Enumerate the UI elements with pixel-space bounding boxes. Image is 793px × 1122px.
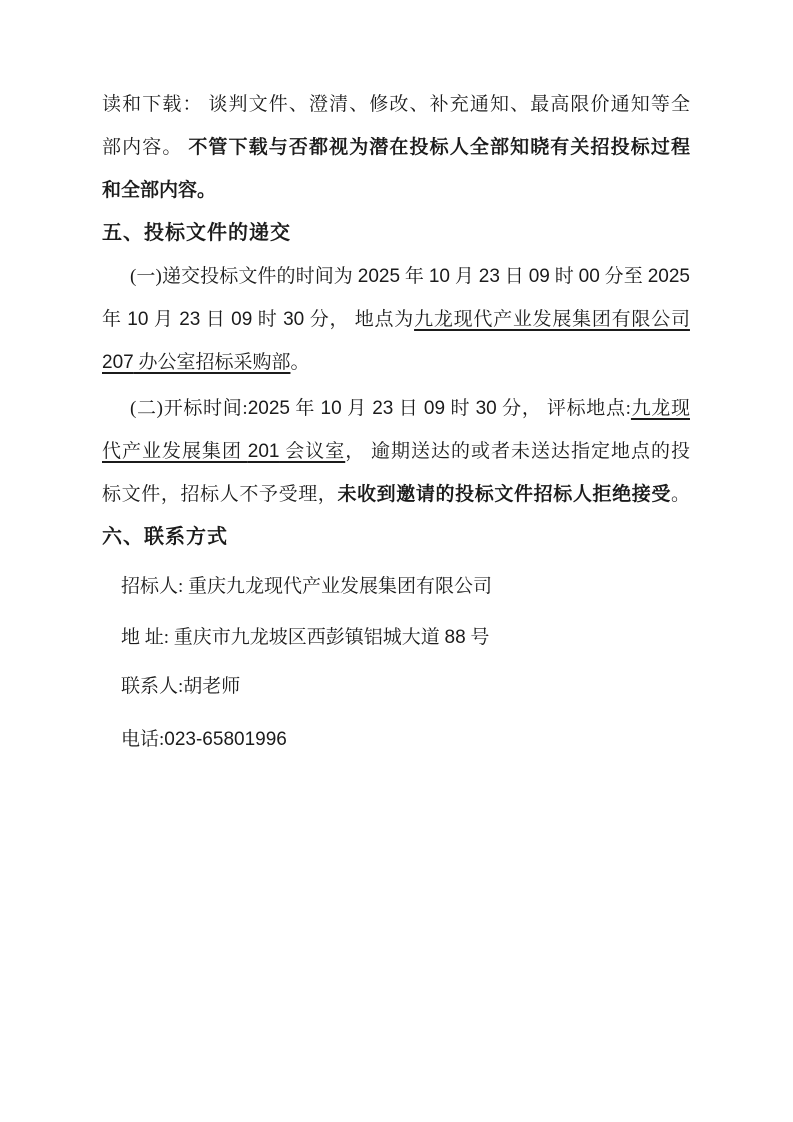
text-run: 年 10 月 23 日 09 时 30 分， 地点为 xyxy=(102,309,415,330)
body-line-download-3 xyxy=(102,169,690,212)
numeric-text: 2025 xyxy=(357,266,401,287)
numeric-text: 207 xyxy=(102,352,134,373)
text-run: 标文件，招标人不予受理， xyxy=(102,484,338,505)
section-heading-five-submission xyxy=(102,212,690,255)
numeric-text: 30 xyxy=(283,309,305,330)
text-run: (一)递交投标文件的时间为 2025 年 10 月 23 日 09 时 00 分至 2025 xyxy=(130,266,690,287)
body-line-download-1 xyxy=(102,83,690,126)
numeric-text: 23 xyxy=(179,309,201,330)
text-run: 地 址: 重庆市九龙坡区西彭镇铝城大道 88 号 xyxy=(121,627,490,648)
numeric-text: 10 xyxy=(320,398,342,419)
underlined-text-run: 九龙现 xyxy=(630,398,690,419)
body-line-submission-3 xyxy=(102,341,690,384)
numeric-text: 23 xyxy=(478,266,500,287)
text-run: (二)开标时间:2025 年 10 月 23 日 09 时 30 分， 评标地点: xyxy=(130,398,631,419)
text-run: 电话:023-65801996 xyxy=(121,729,287,750)
text-run: 部内容。 xyxy=(102,137,189,158)
bold-text-run: 不管下载与否都视为潜在投标人全部知晓有关招投标过程 xyxy=(188,137,690,158)
bold-text-run: 和全部内容。 xyxy=(102,180,217,201)
contact-bidder-line xyxy=(102,565,690,608)
numeric-text: 23 xyxy=(372,398,394,419)
numeric-text: 2025 xyxy=(647,266,690,287)
text-run: 。 xyxy=(290,352,310,373)
body-line-opening-3 xyxy=(102,473,690,516)
underlined-text-run: 代产业发展集团 201 会议室 xyxy=(102,441,346,462)
contact-address-line xyxy=(102,616,690,659)
bold-text-run: 五、投标文件的递交 xyxy=(102,222,291,244)
body-line-opening-1 xyxy=(102,387,690,430)
bold-text-run: 六、联系方式 xyxy=(102,526,228,548)
body-line-submission-2 xyxy=(102,298,690,341)
contact-phone-line xyxy=(102,718,690,761)
text-run: 读和下载： 谈判文件、澄清、修改、补充通知、最高限价通知等全 xyxy=(102,94,690,115)
text-run: ， 逾期送达的或者未送达指定地点的投 xyxy=(345,441,690,462)
text-run: 招标人: 重庆九龙现代产业发展集团有限公司 xyxy=(121,576,493,597)
numeric-text: 00 xyxy=(578,266,600,287)
numeric-text: 09 xyxy=(528,266,550,287)
underlined-text-run: 九龙现代产业发展集团有限公司 xyxy=(414,309,690,330)
numeric-text: 201 xyxy=(247,441,280,462)
numeric-text: 10 xyxy=(428,266,450,287)
text-run: 。 xyxy=(670,484,690,505)
underlined-text-run: 207 办公室招标采购部 xyxy=(102,352,291,373)
numeric-text: 88 xyxy=(444,627,466,648)
body-line-download-2 xyxy=(102,126,690,169)
section-heading-six-contact xyxy=(102,516,690,559)
text-run: 联系人:胡老师 xyxy=(121,676,241,697)
document-body xyxy=(102,83,690,761)
contact-person-line xyxy=(102,665,690,708)
numeric-text: 2025 xyxy=(247,398,290,419)
numeric-text: 10 xyxy=(127,309,149,330)
body-line-submission-1 xyxy=(102,255,690,298)
numeric-text: 30 xyxy=(475,398,497,419)
bold-text-run: 未收到邀请的投标文件招标人拒绝接受 xyxy=(337,484,671,505)
body-line-opening-2 xyxy=(102,430,690,473)
numeric-text: 023-65801996 xyxy=(164,729,287,750)
numeric-text: 09 xyxy=(231,309,253,330)
numeric-text: 09 xyxy=(423,398,446,419)
